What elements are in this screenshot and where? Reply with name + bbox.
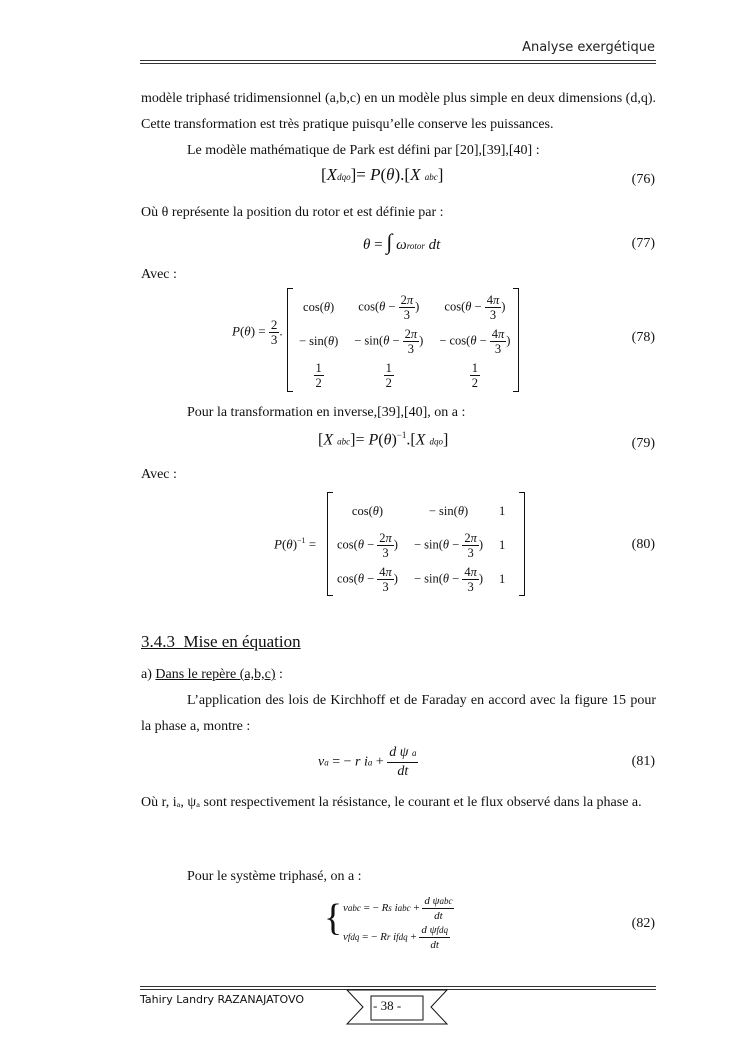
header-rule-2 <box>140 63 656 64</box>
footer-author: Tahiry Landry RAZANAJATOVO <box>140 993 304 1006</box>
paragraph-1: modèle triphasé tridimensionnel (a,b,c) en un modèle plus simple en deux dimensions (d,q). Cette transformation est très pratique puisqu’elle conserve les puissances. <box>141 91 656 132</box>
equation-80-matrix: cos(θ) − sin(θ) 1 cos(θ − $\frac{2\pi}{3}$ ) − sin(θ − $\frac{2\pi}{3}$ ) 1 cos(θ − $\frac{4\pi}{3}$ ) − sin(θ − $\frac{4\pi}{3}$ ) 1 <box>327 492 525 596</box>
equation-78-matrix: cos(θ) cos(θ − $\frac{2\pi}{3}$ ) cos(θ − $\frac{4\pi}{3}$ ) − sin(θ) − sin(θ − $\frac{2\pi}{3}$ ) − cos(θ − $\frac{4\pi}{3}$ ) $\frac{1}{2}$ $\frac{1}{2}$ $\frac{1}{2}$ <box>287 288 519 392</box>
equation-number: (79) <box>631 436 655 451</box>
header-rule <box>140 60 656 61</box>
equation-79: [X $abc]= P(\theta)^{-1}.[X$ dqo] <box>318 430 449 449</box>
paragraph-4: Pour la transformation en inverse,[39],[40], on a : <box>187 405 466 420</box>
avec-label-1: Avec : <box>141 267 177 282</box>
brace: { <box>324 897 343 939</box>
equation-81: va = − r ia + $\frac{\text{d ψ a}}{dt}$ <box>318 745 417 779</box>
equation-78-lhs: P(θ) = $\frac{2}{3}$ . <box>232 317 283 347</box>
item-suffix: : <box>275 667 283 682</box>
section-heading <box>141 632 301 652</box>
section-title: Mise en équation <box>183 632 301 651</box>
equation-76: [Xdqo]= P(θ).[X abc] <box>321 165 444 184</box>
section-number: 3.4.3 <box>141 632 175 651</box>
equation-number: (82) <box>631 916 655 931</box>
avec-label-2: Avec : <box>141 467 177 482</box>
paragraph-2: Le modèle mathématique de Park est défini par [20],[39],[40] : <box>187 143 540 158</box>
paragraph-7: Où r, iₐ, ψₐ sont respectivement la résistance, le courant et le flux observé dans la phase a. <box>141 795 642 810</box>
equation-number: (76) <box>631 172 655 187</box>
equation-number: (80) <box>631 537 655 552</box>
frame-label: Dans le repère (a,b,c) <box>155 667 276 682</box>
equation-77: θ = ∫ ωrotor dt <box>363 229 441 254</box>
footer-rule <box>140 986 656 987</box>
page-number: - 38 - <box>373 998 402 1013</box>
paragraph-5 <box>141 662 656 688</box>
paragraph-8: Pour le système triphasé, on a : <box>187 869 362 884</box>
paragraph-6: L’application des lois de Kirchhoff et de Faraday en accord avec la figure 15 pour la phase a, montre : <box>141 693 656 734</box>
equation-82: vabc = − Rs iabc + $\frac{\text{d ψabc}}{dt}$ vfdq = − Rr ifdq + $\frac{\text{d ψfdq}}{dt}$ <box>343 895 453 951</box>
equation-number: (81) <box>631 754 655 769</box>
equation-number: (78) <box>631 330 655 345</box>
paragraph-3: Où θ représente la position du rotor et est définie par : <box>141 205 444 220</box>
running-header: Analyse exergétique <box>522 40 655 55</box>
item-prefix: a) <box>141 667 156 682</box>
equation-number: (77) <box>631 236 655 251</box>
equation-80-lhs: $P(\theta)^{-1}$ = <box>274 536 317 552</box>
